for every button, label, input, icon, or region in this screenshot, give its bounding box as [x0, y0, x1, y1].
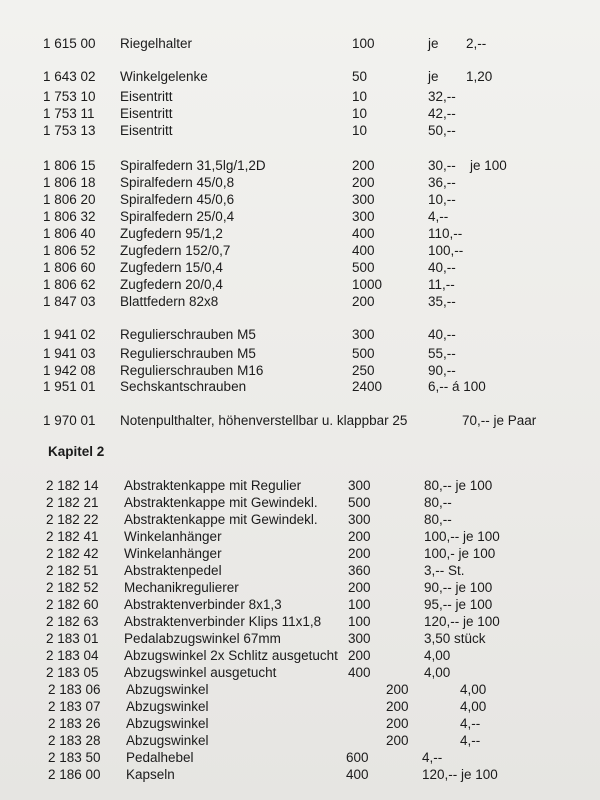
article-name: Zugfedern 152/0,7: [120, 243, 231, 258]
quantity: 200: [386, 733, 409, 748]
quantity: 500: [352, 346, 375, 361]
article-number: 1 970 01: [43, 413, 96, 428]
article-number: 1 753 11: [43, 106, 95, 121]
quantity: 200: [352, 158, 375, 173]
list-item: [0, 259, 600, 277]
price: je: [428, 36, 439, 51]
price: 55,--: [428, 346, 456, 361]
list-item: [0, 68, 600, 86]
article-name: Notenpulthalter, höhenverstellbar u. klappbar 25: [120, 413, 408, 428]
list-item: [0, 749, 600, 767]
article-name: Abzugswinkel 2x Schlitz ausgetucht: [124, 648, 338, 663]
price: 4,00: [424, 665, 451, 680]
quantity: 10: [352, 89, 368, 104]
price: 90,--: [428, 363, 456, 378]
list-item: [0, 681, 600, 699]
price-unit: 2,--: [466, 36, 487, 51]
quantity: 300: [348, 512, 371, 527]
quantity: 250: [352, 363, 375, 378]
quantity: 200: [386, 699, 409, 714]
list-item: [0, 579, 600, 597]
price: 70,-- je Paar: [462, 413, 537, 428]
price: 80,-- je 100: [424, 478, 493, 493]
list-item: [0, 528, 600, 546]
quantity: 200: [352, 175, 375, 190]
list-item: [0, 378, 600, 396]
list-item: [0, 494, 600, 512]
article-number: 2 182 14: [46, 478, 99, 493]
list-item: [0, 88, 600, 106]
article-number: 2 183 50: [48, 750, 101, 765]
quantity: 400: [346, 767, 369, 782]
article-name: Spiralfedern 45/0,6: [120, 192, 235, 207]
list-item: [0, 545, 600, 563]
article-number: 1 806 15: [43, 158, 96, 173]
list-item: [0, 326, 600, 344]
price: 36,--: [428, 175, 456, 190]
article-name: Abstraktenverbinder Klips 11x1,8: [124, 614, 322, 629]
quantity: 300: [352, 327, 375, 342]
price: 4,--: [460, 733, 481, 748]
article-number: 1 806 62: [43, 277, 96, 292]
article-name: Eisentritt: [120, 89, 173, 104]
article-name: Pedalhebel: [126, 750, 194, 765]
article-number: 1 951 01: [43, 379, 96, 394]
list-item: [0, 511, 600, 529]
article-number: 1 806 32: [43, 209, 96, 224]
price: 80,--: [424, 512, 452, 527]
article-name: Abzugswinkel ausgetucht: [124, 665, 277, 680]
article-name: Mechanikregulierer: [124, 580, 239, 595]
article-name: Pedalabzugswinkel 67mm: [124, 631, 281, 646]
quantity: 100: [348, 597, 371, 612]
price: 4,00: [460, 682, 487, 697]
article-name: Winkelanhänger: [124, 546, 222, 561]
list-item: [0, 732, 600, 750]
list-item: [0, 276, 600, 294]
price: 6,-- á 100: [428, 379, 486, 394]
quantity: 300: [348, 631, 371, 646]
article-name: Abstraktenkappe mit Gewindekl.: [124, 495, 318, 510]
list-item: [0, 477, 600, 495]
article-number: 2 183 28: [48, 733, 101, 748]
article-number: 1 806 18: [43, 175, 96, 190]
article-number: 2 182 22: [46, 512, 99, 527]
price: 4,--: [460, 716, 481, 731]
article-name: Blattfedern 82x8: [120, 294, 219, 309]
list-item: [0, 766, 600, 784]
article-name: Abzugswinkel: [126, 682, 209, 697]
article-name: Zugfedern 95/1,2: [120, 226, 223, 241]
quantity: 1000: [352, 277, 383, 292]
article-name: Spiralfedern 25/0,4: [120, 209, 235, 224]
article-number: 2 182 51: [46, 563, 99, 578]
quantity: 200: [348, 648, 371, 663]
chapter-heading: Kapitel 2: [48, 444, 105, 459]
quantity: 50: [352, 69, 368, 84]
price: 30,--: [428, 158, 456, 173]
quantity: 200: [386, 682, 409, 697]
price: 32,--: [428, 89, 456, 104]
list-item: [0, 345, 600, 363]
quantity: 2400: [352, 379, 383, 394]
article-name: Eisentritt: [120, 123, 173, 138]
list-item: [0, 35, 600, 53]
price: 35,--: [428, 294, 456, 309]
quantity: 100: [352, 36, 375, 51]
article-name: Regulierschrauben M5: [120, 327, 256, 342]
quantity: 300: [348, 478, 371, 493]
article-number: 2 182 42: [46, 546, 99, 561]
price: 110,--: [428, 226, 463, 241]
article-number: 1 941 02: [43, 327, 96, 342]
list-item: [0, 225, 600, 243]
quantity: 360: [348, 563, 371, 578]
article-name: Sechskantschrauben: [120, 379, 247, 394]
article-name: Regulierschrauben M16: [120, 363, 264, 378]
article-number: 1 753 13: [43, 123, 96, 138]
article-name: Zugfedern 20/0,4: [120, 277, 223, 292]
article-number: 2 183 07: [48, 699, 101, 714]
article-number: 2 183 04: [46, 648, 99, 663]
list-item: [0, 105, 600, 123]
article-number: 1 942 08: [43, 363, 96, 378]
list-item: [0, 208, 600, 226]
article-name: Spiralfedern 31,5lg/1,2D: [120, 158, 266, 173]
article-name: Abstraktenkappe mit Gewindekl.: [124, 512, 318, 527]
quantity: 400: [348, 665, 371, 680]
quantity: 300: [352, 192, 375, 207]
article-number: 1 806 20: [43, 192, 96, 207]
quantity: 500: [352, 260, 375, 275]
article-number: 2 186 00: [48, 767, 101, 782]
article-name: Abzugswinkel: [126, 699, 209, 714]
article-number: 1 643 02: [43, 69, 96, 84]
article-name: Abzugswinkel: [126, 716, 209, 731]
quantity: 200: [352, 294, 375, 309]
list-item: [0, 613, 600, 631]
article-number: 2 183 26: [48, 716, 101, 731]
quantity: 500: [348, 495, 371, 510]
list-item: [0, 242, 600, 260]
price: 11,--: [428, 277, 455, 292]
price: 100,- je 100: [424, 546, 496, 561]
article-name: Abstraktenpedel: [124, 563, 222, 578]
price: 40,--: [428, 327, 456, 342]
price: 40,--: [428, 260, 456, 275]
article-name: Abstraktenkappe mit Regulier: [124, 478, 302, 493]
article-name: Spiralfedern 45/0,8: [120, 175, 235, 190]
price: 100,--: [428, 243, 464, 258]
quantity: 200: [386, 716, 409, 731]
price: 50,--: [428, 123, 456, 138]
article-name: Kapseln: [126, 767, 175, 782]
article-number: 2 183 05: [46, 665, 99, 680]
price: je: [428, 69, 439, 84]
article-number: 1 615 00: [43, 36, 96, 51]
price: 80,--: [424, 495, 452, 510]
article-name: Regulierschrauben M5: [120, 346, 256, 361]
price: 100,-- je 100: [424, 529, 500, 544]
article-number: 1 753 10: [43, 89, 96, 104]
article-number: 2 182 41: [46, 529, 99, 544]
list-item: [0, 698, 600, 716]
list-item: [0, 715, 600, 733]
article-number: 1 806 40: [43, 226, 96, 241]
list-item: [0, 122, 600, 140]
article-number: 1 806 52: [43, 243, 96, 258]
quantity: 400: [352, 243, 375, 258]
list-item: [0, 293, 600, 311]
price: 10,--: [428, 192, 456, 207]
article-number: 1 941 03: [43, 346, 96, 361]
price: 4,--: [422, 750, 443, 765]
list-item: [0, 647, 600, 665]
price: 4,--: [428, 209, 449, 224]
price: 3,50 stück: [424, 631, 486, 646]
quantity: 400: [352, 226, 375, 241]
list-item: [0, 664, 600, 682]
price: 4,00: [460, 699, 487, 714]
quantity: 200: [348, 580, 371, 595]
article-name: Eisentritt: [120, 106, 173, 121]
price-unit: je 100: [470, 158, 507, 173]
price: 90,-- je 100: [424, 580, 493, 595]
price: 95,-- je 100: [424, 597, 493, 612]
quantity: 200: [348, 546, 371, 561]
price: 120,-- je 100: [424, 614, 500, 629]
list-item: [0, 157, 600, 175]
list-item: [0, 191, 600, 209]
price-unit: 1,20: [466, 69, 493, 84]
article-name: Winkelgelenke: [120, 69, 208, 84]
list-item: [0, 596, 600, 614]
price: 120,-- je 100: [422, 767, 498, 782]
price: 42,--: [428, 106, 456, 121]
quantity: 10: [352, 106, 368, 121]
article-number: 1 806 60: [43, 260, 96, 275]
list-item: [0, 562, 600, 580]
article-name: Abzugswinkel: [126, 733, 209, 748]
article-number: 2 182 60: [46, 597, 99, 612]
article-number: 2 182 52: [46, 580, 99, 595]
quantity: 200: [348, 529, 371, 544]
quantity: 600: [346, 750, 369, 765]
article-number: 2 182 21: [46, 495, 99, 510]
quantity: 300: [352, 209, 375, 224]
article-number: 2 183 06: [48, 682, 101, 697]
article-name: Zugfedern 15/0,4: [120, 260, 223, 275]
list-item: [0, 174, 600, 192]
list-item: [0, 630, 600, 648]
article-name: Riegelhalter: [120, 36, 193, 51]
article-number: 1 847 03: [43, 294, 96, 309]
article-name: Abstraktenverbinder 8x1,3: [124, 597, 282, 612]
article-name: Winkelanhänger: [124, 529, 222, 544]
list-item: [0, 412, 600, 430]
quantity: 10: [352, 123, 368, 138]
article-number: 2 182 63: [46, 614, 99, 629]
quantity: 100: [348, 614, 371, 629]
price: 4,00: [424, 648, 451, 663]
article-number: 2 183 01: [46, 631, 99, 646]
price: 3,-- St.: [424, 563, 465, 578]
